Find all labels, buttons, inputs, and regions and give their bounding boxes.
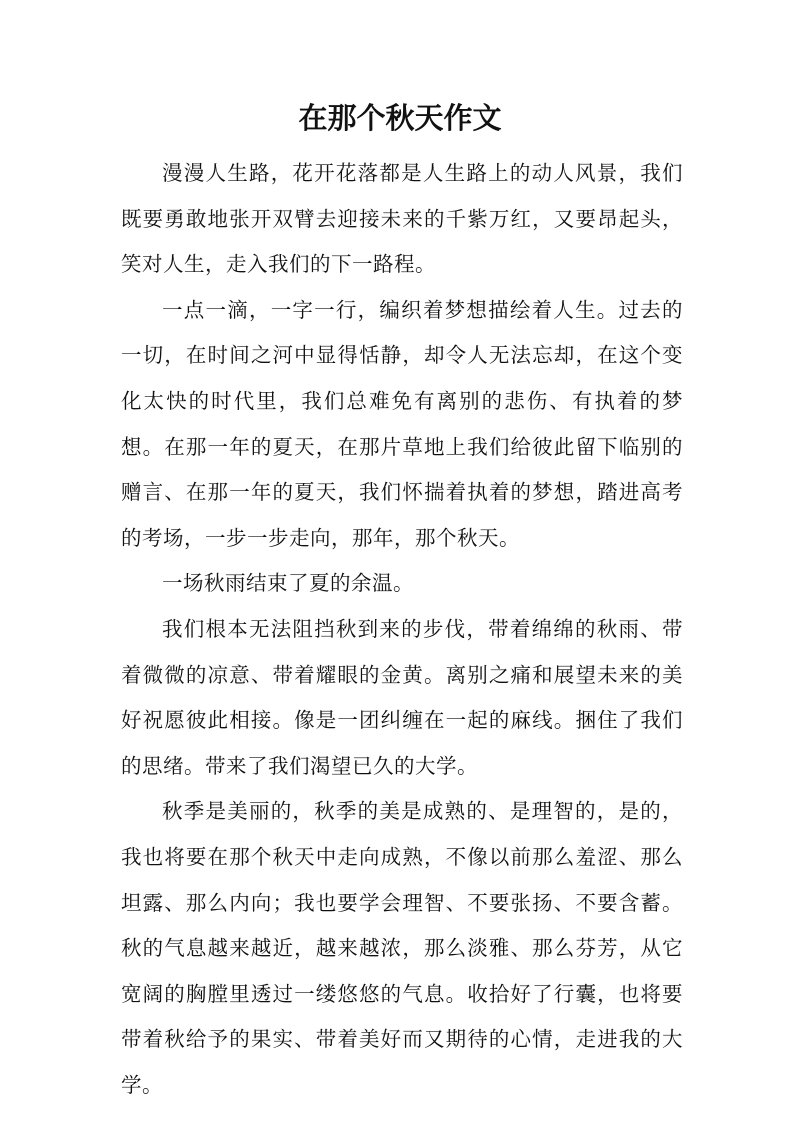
paragraph-3: 一场秋雨结束了夏的余温。 [162, 571, 414, 596]
document-title: 在那个秋天作文 [298, 101, 502, 135]
document-body [121, 151, 683, 1108]
paragraph-2: 一点一滴，一字一行，编织着梦想描绘着人生。过去的一切，在时间之河中显得恬静，却令人无法忘却，在这个变化太快的时代里，我们总难免有离别的悲伤、有执着的梦想。在那一年的夏天，在那片草地上我们给彼此留下临别的赠言、在那一年的夏天，我们怀揣着执着的梦想，踏进高考的考场，一步一步走向，那年，那个秋天。 [121, 297, 683, 550]
paragraph-1: 漫漫人生路，花开花落都是人生路上的动人风景，我们既要勇敢地张开双臂去迎接未来的千紫万红，又要昂起头，笑对人生，走入我们的下一路程。 [121, 161, 683, 277]
paragraph-5: 秋季是美丽的，秋季的美是成熟的、是理智的，是的，我也将要在那个秋天中走向成熟，不像以前那么羞涩、那么坦露、那么内向；我也要学会理智、不要张扬、不要含蓄。秋的气息越来越近，越来越浓，那么淡雅、那么芬芳，从它宽阔的胸膛里透过一缕悠悠的气息。收拾好了行囊，也将要带着秋给予的果实、带着美好而又期待的心情，走进我的大学。 [121, 799, 683, 1097]
paragraph-4: 我们根本无法阻挡秋到来的步伐，带着绵绵的秋雨、带着微微的凉意、带着耀眼的金黄。离别之痛和展望未来的美好祝愿彼此相接。像是一团纠缠在一起的麻线。捆住了我们的思绪。带来了我们渴望已久的大学。 [121, 616, 683, 778]
